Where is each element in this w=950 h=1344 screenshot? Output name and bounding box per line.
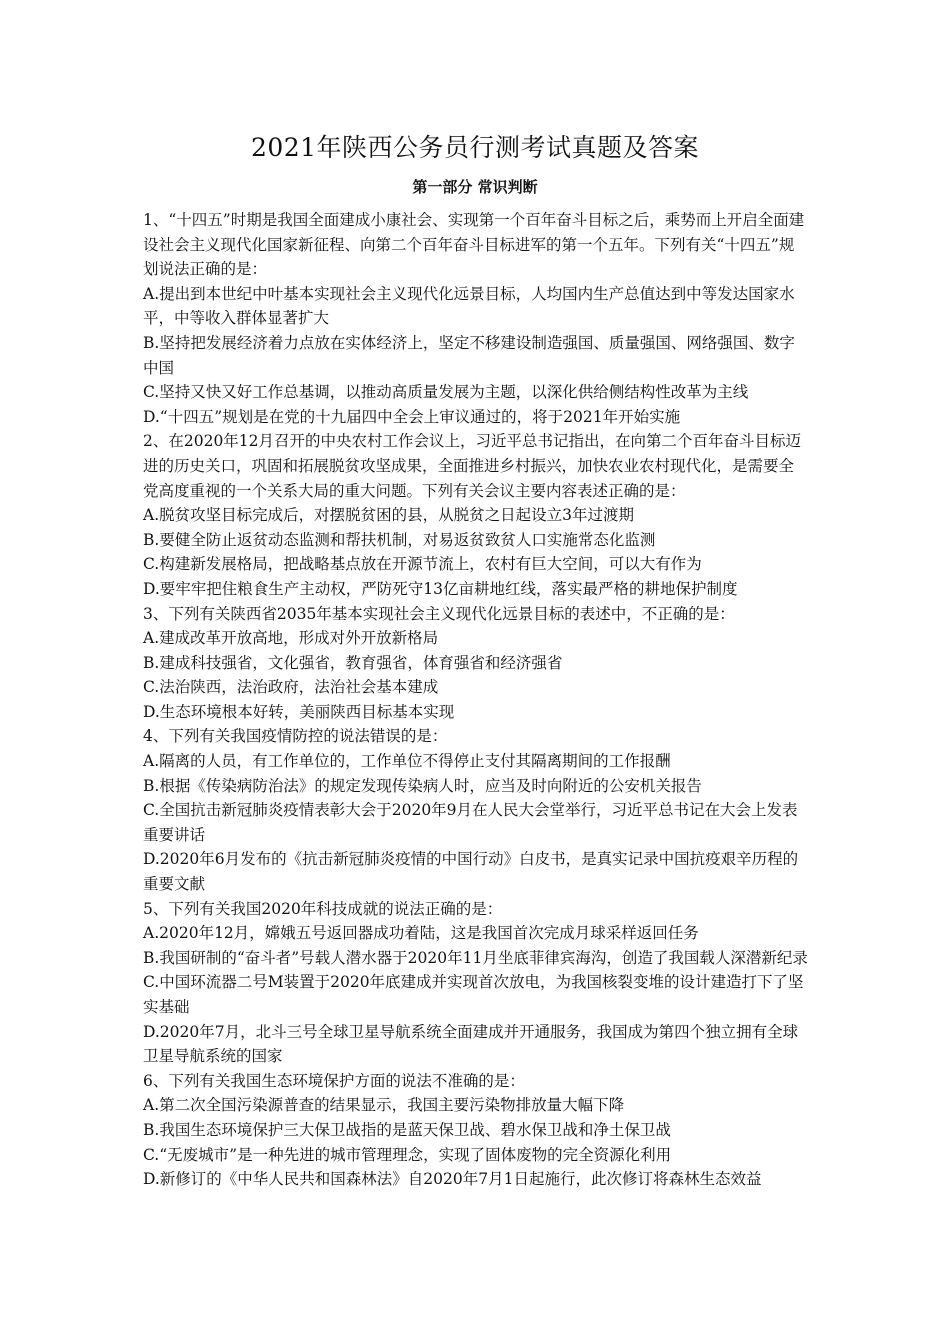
option-b: B.建成科技强省，文化强省，教育强省，体育强省和经济强省 (143, 653, 563, 672)
option-d: D.生态环境根本好转，美丽陕西目标基本实现 (143, 702, 455, 721)
option-b: B.我国研制的“奋斗者”号载人潜水器于2020年11月坐底菲律宾海沟，创造了我国载人深潜新纪录 (143, 948, 808, 967)
section-heading: 第一部分 常识判断 (412, 178, 538, 196)
question-2 (143, 429, 809, 601)
option-b: B.我国生态环境保护三大保卫战指的是蓝天保卫战、碧水保卫战和净土保卫战 (143, 1120, 671, 1139)
question-1 (143, 208, 809, 429)
option-c: C.坚持又快又好工作总基调，以推动高质量发展为主题，以深化供给侧结构性改革为主线 (143, 383, 749, 402)
question-stem: 5、下列有关我国2020年科技成就的说法正确的是： (143, 899, 503, 918)
option-c: C.法治陕西，法治政府，法治社会基本建成 (143, 678, 439, 697)
question-4 (143, 724, 809, 896)
option-b: B.坚持把发展经济着力点放在实体经济上，坚定不移建设制造强国、质量强国、网络强国、数字中国 (143, 333, 795, 377)
option-a: A.2020年12月，嫦娥五号返回器成功着陆，这是我国首次完成月球采样返回任务 (143, 924, 699, 943)
option-a: A.第二次全国污染源普查的结果显示，我国主要污染物排放量大幅下降 (143, 1096, 625, 1115)
option-d: D.新修订的《中华人民共和国森林法》自2020年7月1日起施行，此次修订将森林生态效益 (143, 1170, 762, 1189)
question-stem: 2、在2020年12月召开的中央农村工作会议上，习近平总书记指出，在向第二个百年奋斗目标迈进的历史关口，巩固和拓展脱贫攻坚成果，全面推进乡村振兴，加快农业农村现代化，是需要全党高度重视的一个关系大局的重大问题。下列有关会议主要内容表述正确的是： (143, 432, 802, 500)
question-stem: 1、“十四五”时期是我国全面建成小康社会、实现第一个百年奋斗目标之后，乘势而上开启全面建设社会主义现代化国家新征程、向第二个百年奋斗目标进军的第一个五年。下列有关“十四五”规划说法正确的是： (143, 211, 805, 279)
question-stem: 4、下列有关我国疫情防控的说法错误的是： (143, 727, 448, 746)
option-c: C.中国环流器二号M装置于2020年底建成并实现首次放电，为我国核裂变堆的设计建造打下了坚实基础 (143, 973, 804, 1016)
question-6 (143, 1069, 809, 1192)
option-a: A.脱贫攻坚目标完成后，对摆脱贫困的县，从脱贫之日起设立3年过渡期 (143, 506, 634, 525)
question-list (143, 208, 809, 1192)
option-b: B.根据《传染病防治法》的规定发现传染病人时，应当及时向附近的公安机关报告 (143, 776, 702, 795)
option-b: B.要健全防止返贫动态监测和帮扶机制，对易返贫致贫人口实施常态化监测 (143, 530, 656, 549)
option-c: C.“无废城市”是一种先进的城市管理理念，实现了固体废物的完全资源化利用 (143, 1145, 672, 1164)
question-stem: 6、下列有关我国生态环境保护方面的说法不准确的是： (143, 1071, 525, 1090)
document-title: 2021年陕西公务员行测考试真题及答案 (250, 133, 700, 162)
option-d: D.“十四五”规划是在党的十九届四中全会上审议通过的，将于2021年开始实施 (143, 407, 681, 426)
question-5 (143, 897, 809, 1069)
option-a: A.隔离的人员，有工作单位的，工作单位不得停止支付其隔离期间的工作报酬 (143, 752, 671, 771)
option-a: A.建成改革开放高地，形成对外开放新格局 (143, 629, 439, 648)
option-d: D.2020年6月发布的《抗击新冠肺炎疫情的中国行动》白皮书，是真实记录中国抗疫艰辛历程的重要文献 (143, 850, 799, 894)
option-c: C.构建新发展格局，把战略基点放在开源节流上，农村有巨大空间，可以大有作为 (143, 555, 702, 574)
question-3 (143, 602, 809, 725)
option-d: D.要牢牢把住粮食生产主动权，严防死守13亿亩耕地红线，落实最严格的耕地保护制度 (143, 579, 738, 598)
option-c: C.全国抗击新冠肺炎疫情表彰大会于2020年9月在人民大会堂举行，习近平总书记在大会上发表重要讲话 (143, 801, 798, 844)
question-stem: 3、下列有关陕西省2035年基本实现社会主义现代化远景目标的表述中，不正确的是： (143, 604, 735, 623)
option-a: A.提出到本世纪中叶基本实现社会主义现代化远景目标，人均国内生产总值达到中等发达国家水平，中等收入群体显著扩大 (143, 284, 795, 328)
option-d: D.2020年7月，北斗三号全球卫星导航系统全面建成并开通服务，我国成为第四个独立拥有全球卫星导航系统的国家 (143, 1022, 799, 1066)
